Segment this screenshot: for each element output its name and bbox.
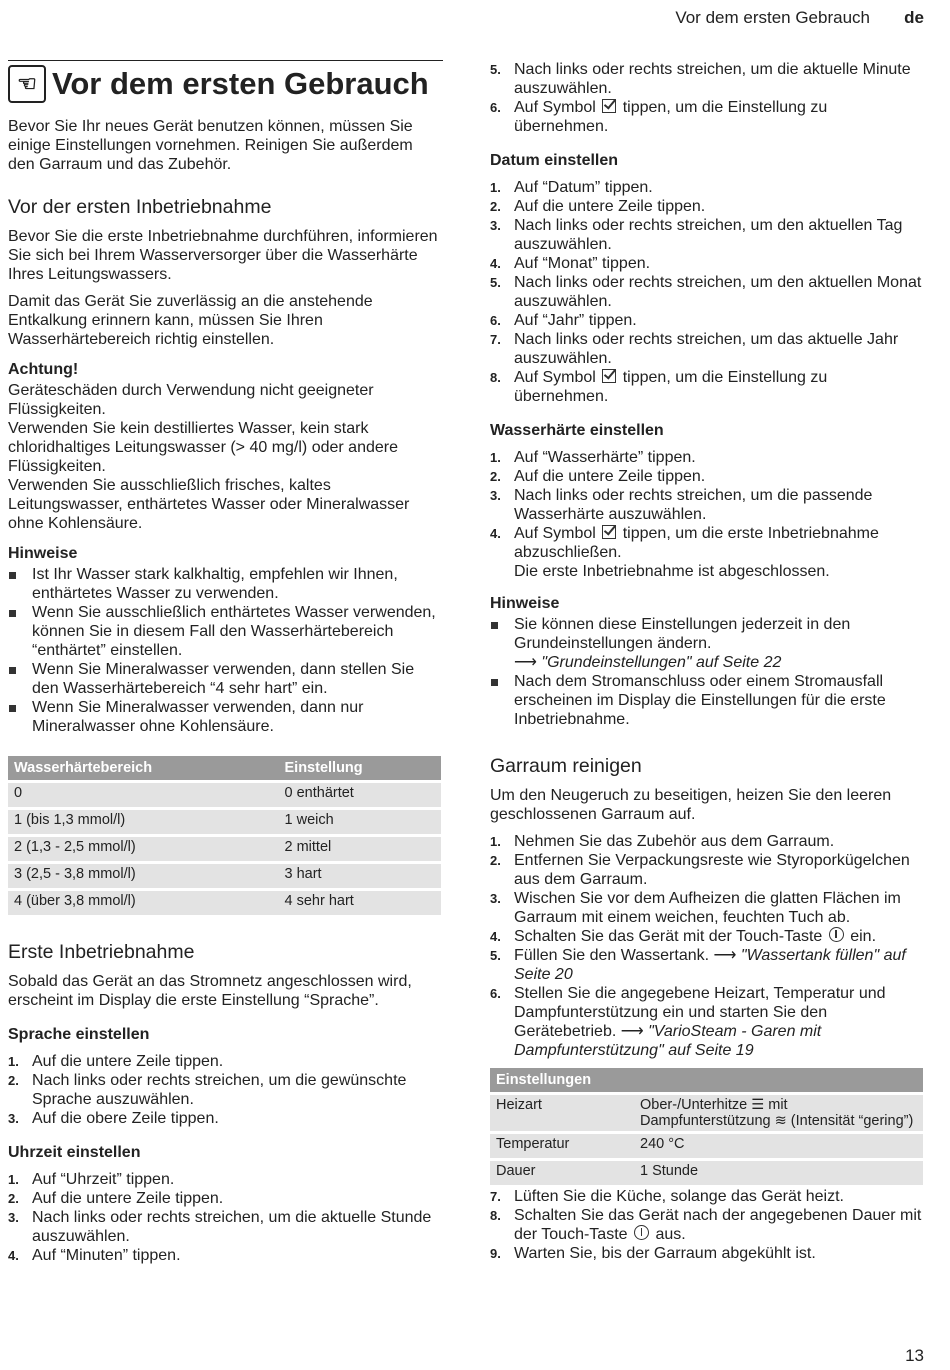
page-title xyxy=(8,65,443,103)
list-item: 3. Nach links oder rechts streichen, um den aktuellen Tag auszuwählen. xyxy=(490,217,903,253)
steps-list xyxy=(8,1170,443,1265)
page-number: 13 xyxy=(905,1346,924,1365)
list-item: 3. Nach links oder rechts streichen, um die aktuelle Stunde auszuwählen. xyxy=(8,1209,432,1245)
notes-title: Hinweise xyxy=(490,595,560,612)
table-cell: 4 sehr hart xyxy=(279,890,442,916)
table-cell: Ober-/Unterhitze ☰ mit Dampfunterstützung ≋ (Intensität “gering”) xyxy=(634,1094,923,1133)
table-cell: 0 xyxy=(8,782,279,809)
top-bottom-heat-icon: ☰ xyxy=(751,1097,765,1113)
table-cell: 3 (2,5 - 3,8 mmol/l) xyxy=(8,863,279,890)
warning-text: Geräteschäden durch Verwendung nicht geeigneter Flüssigkeiten. xyxy=(8,382,374,418)
list-item: 3. Auf die obere Zeile tippen. xyxy=(8,1110,219,1127)
paragraph: Um den Neugeruch zu beseitigen, heizen Sie den leeren geschlossenen Garraum auf. xyxy=(490,787,892,823)
intro-text: Bevor Sie Ihr neues Gerät benutzen können, müssen Sie einige Einstellungen vornehmen. Reinigen Sie außerdem den Garraum und das Zubehör. xyxy=(8,118,413,173)
section-heading: Garraum reinigen xyxy=(490,755,642,777)
table-header: Einstellungen xyxy=(490,1068,923,1094)
confirm-check-icon xyxy=(602,369,616,383)
list-item: Sie können diese Einstellungen jederzeit in den Grundeinstellungen ändern. ⟶ "Grundeinstellungen" auf Seite 22 xyxy=(490,615,925,672)
table-row xyxy=(490,1133,923,1160)
list-item: 6. Stellen Sie die angegebene Heizart, Temperatur und Dampfunterstützung ein und starten Sie den Gerätebetrieb. ⟶ "VarioSteam - Garen mit Dampfunterstützung" auf Seite 19 xyxy=(490,985,886,1059)
table-cell: 3 hart xyxy=(279,863,442,890)
list-item: 2. Nach links oder rechts streichen, um die gewünschte Sprache auszuwählen. xyxy=(8,1072,407,1108)
steps-list xyxy=(490,178,925,406)
list-item: 4. Auf “Monat” tippen. xyxy=(490,255,651,272)
confirm-check-icon xyxy=(602,99,616,113)
table-cell: Dauer xyxy=(490,1160,634,1186)
paragraph: Bevor Sie die erste Inbetriebnahme durchführen, informieren Sie sich bei Ihrem Wasserversorger über die Wasserhärte Ihres Leitungswassers. xyxy=(8,228,438,283)
table-cell: Temperatur xyxy=(490,1133,634,1160)
table-row xyxy=(490,1094,923,1133)
list-item: 3. Nach links oder rechts streichen, um die passende Wasserhärte auszuwählen. xyxy=(490,487,873,523)
list-item: 4. Auf Symbol tippen, um die erste Inbetriebnahme abzuschließen. Die erste Inbetriebnahme ist abgeschlossen. xyxy=(490,525,879,580)
subsection-heading: Uhrzeit einstellen xyxy=(8,1144,141,1161)
table-cell: 1 (bis 1,3 mmol/l) xyxy=(8,809,279,836)
list-item: 8. Schalten Sie das Gerät nach der angegebenen Dauer mit der Touch-Taste aus. xyxy=(490,1207,922,1243)
list-item: 1. Auf “Uhrzeit” tippen. xyxy=(8,1171,175,1188)
list-item: 4. Auf “Minuten” tippen. xyxy=(8,1247,181,1264)
table-cell: 240 °C xyxy=(634,1133,923,1160)
table-row xyxy=(8,809,441,836)
table-cell: 0 enthärtet xyxy=(279,782,442,809)
subsection-heading: Datum einstellen xyxy=(490,152,619,169)
notes-list xyxy=(8,565,443,736)
warning-text: Verwenden Sie ausschließlich frisches, kaltes Leitungswasser, enthärtetes Wasser oder Mineralwasser ohne Kohlensäure. xyxy=(8,477,410,532)
warning-text: Verwenden Sie kein destilliertes Wasser, kein stark chloridhaltiges Leitungswasser (> 40 mg/l) oder andere Flüssigkeiten. xyxy=(8,420,398,475)
list-item: 5. Füllen Sie den Wassertank. ⟶ "Wassertank füllen" auf Seite 20 xyxy=(490,947,906,983)
settings-table xyxy=(490,1068,923,1185)
list-item: 2. Auf die untere Zeile tippen. xyxy=(490,198,706,215)
list-item: 1. Auf “Datum” tippen. xyxy=(490,179,653,196)
table-cell: Heizart xyxy=(490,1094,634,1133)
subsection-heading: Sprache einstellen xyxy=(8,1026,150,1043)
header-title: Vor dem ersten Gebrauch xyxy=(675,8,870,27)
table-cell: 4 (über 3,8 mmol/l) xyxy=(8,890,279,916)
table-cell: 1 weich xyxy=(279,809,442,836)
paragraph: Damit das Gerät Sie zuverlässig an die anstehende Entkalkung erinnern kann, müssen Sie Ihren Wasserhärtebereich richtig einstellen. xyxy=(8,293,373,348)
right-column xyxy=(490,60,925,1271)
table-row xyxy=(8,890,441,916)
table-row xyxy=(490,1160,923,1186)
table-cell: 2 (1,3 - 2,5 mmol/l) xyxy=(8,836,279,863)
list-item: Wenn Sie ausschließlich enthärtetes Wasser verwenden, können Sie in diesem Fall den Wasserhärtebereich “enthärtet” einstellen. xyxy=(8,603,443,660)
table-row xyxy=(8,836,441,863)
list-item: Wenn Sie Mineralwasser verwenden, dann nur Mineralwasser ohne Kohlensäure. xyxy=(8,698,443,736)
cross-reference-link[interactable]: "Grundeinstellungen" auf Seite 22 xyxy=(541,654,782,671)
list-item: 2. Auf die untere Zeile tippen. xyxy=(490,468,706,485)
table-cell: 1 Stunde xyxy=(634,1160,923,1186)
table-row xyxy=(8,863,441,890)
steam-icon: ≋ xyxy=(774,1113,787,1129)
steps-list xyxy=(490,448,925,581)
cross-reference-link[interactable]: "Wassertank füllen" auf Seite 20 xyxy=(514,947,906,983)
header-lang: de xyxy=(904,8,924,27)
list-item: 4. Schalten Sie das Gerät mit der Touch-Taste ein. xyxy=(490,928,877,945)
hand-icon: ☜ xyxy=(8,65,46,103)
confirm-check-icon xyxy=(602,525,616,539)
title-block xyxy=(8,60,443,103)
paragraph: Sobald das Gerät an das Stromnetz angeschlossen wird, erscheint im Display die erste Einstellung “Sprache”. xyxy=(8,973,412,1009)
warning-title: Achtung! xyxy=(8,361,79,378)
notes-list xyxy=(490,615,925,729)
list-item: 5. Nach links oder rechts streichen, um die aktuelle Minute auszuwählen. xyxy=(490,61,911,97)
list-item: 1. Auf “Wasserhärte” tippen. xyxy=(490,449,696,466)
list-item: 8. Auf Symbol tippen, um die Einstellung zu übernehmen. xyxy=(490,369,828,405)
notes-title: Hinweise xyxy=(8,545,78,562)
water-hardness-table xyxy=(8,756,441,915)
list-item: 1. Auf die untere Zeile tippen. xyxy=(8,1053,224,1070)
left-column xyxy=(8,60,443,1273)
list-item: Ist Ihr Wasser stark kalkhaltig, empfehlen wir Ihnen, enthärtetes Wasser zu verwenden. xyxy=(8,565,443,603)
power-icon xyxy=(829,927,844,942)
list-item: 3. Wischen Sie vor dem Aufheizen die glatten Flächen im Garraum mit einem weichen, feuchten Tuch ab. xyxy=(490,890,901,926)
list-item: 6. Auf Symbol tippen, um die Einstellung zu übernehmen. xyxy=(490,99,828,135)
steps-list xyxy=(490,60,925,136)
steps-list xyxy=(490,1187,925,1263)
page-header xyxy=(0,8,950,30)
list-item: Wenn Sie Mineralwasser verwenden, dann stellen Sie den Wasserhärtebereich “4 sehr hart” ein. xyxy=(8,660,443,698)
table-header: Wasserhärtebereich xyxy=(8,756,279,782)
list-item: Nach dem Stromanschluss oder einem Stromausfall erscheinen im Display die Einstellungen für die erste Inbetriebnahme. xyxy=(490,672,925,729)
list-item: 7. Nach links oder rechts streichen, um das aktuelle Jahr auszuwählen. xyxy=(490,331,899,367)
list-item: 2. Entfernen Sie Verpackungsreste wie Styroporkügelchen aus dem Garraum. xyxy=(490,852,910,888)
list-item: 6. Auf “Jahr” tippen. xyxy=(490,312,637,329)
list-item: 7. Lüften Sie die Küche, solange das Gerät heizt. xyxy=(490,1188,844,1205)
list-item: 2. Auf die untere Zeile tippen. xyxy=(8,1190,224,1207)
subsection-heading: Wasserhärte einstellen xyxy=(490,422,664,439)
page-title-text: Vor dem ersten Gebrauch xyxy=(52,66,429,101)
table-row xyxy=(8,782,441,809)
steps-list xyxy=(490,832,925,1060)
section-heading: Vor der ersten Inbetriebnahme xyxy=(8,196,272,218)
section-heading: Erste Inbetriebnahme xyxy=(8,941,195,963)
list-item: 5. Nach links oder rechts streichen, um den aktuellen Monat auszuwählen. xyxy=(490,274,922,310)
list-item: 1. Nehmen Sie das Zubehör aus dem Garraum. xyxy=(490,833,835,850)
list-item: 9. Warten Sie, bis der Garraum abgekühlt ist. xyxy=(490,1245,816,1262)
power-icon xyxy=(634,1225,649,1240)
steps-list xyxy=(8,1052,443,1128)
table-header: Einstellung xyxy=(279,756,442,782)
table-cell: 2 mittel xyxy=(279,836,442,863)
cross-reference-link[interactable]: "VarioSteam - Garen mit Dampfunterstützung" auf Seite 19 xyxy=(514,1023,822,1059)
